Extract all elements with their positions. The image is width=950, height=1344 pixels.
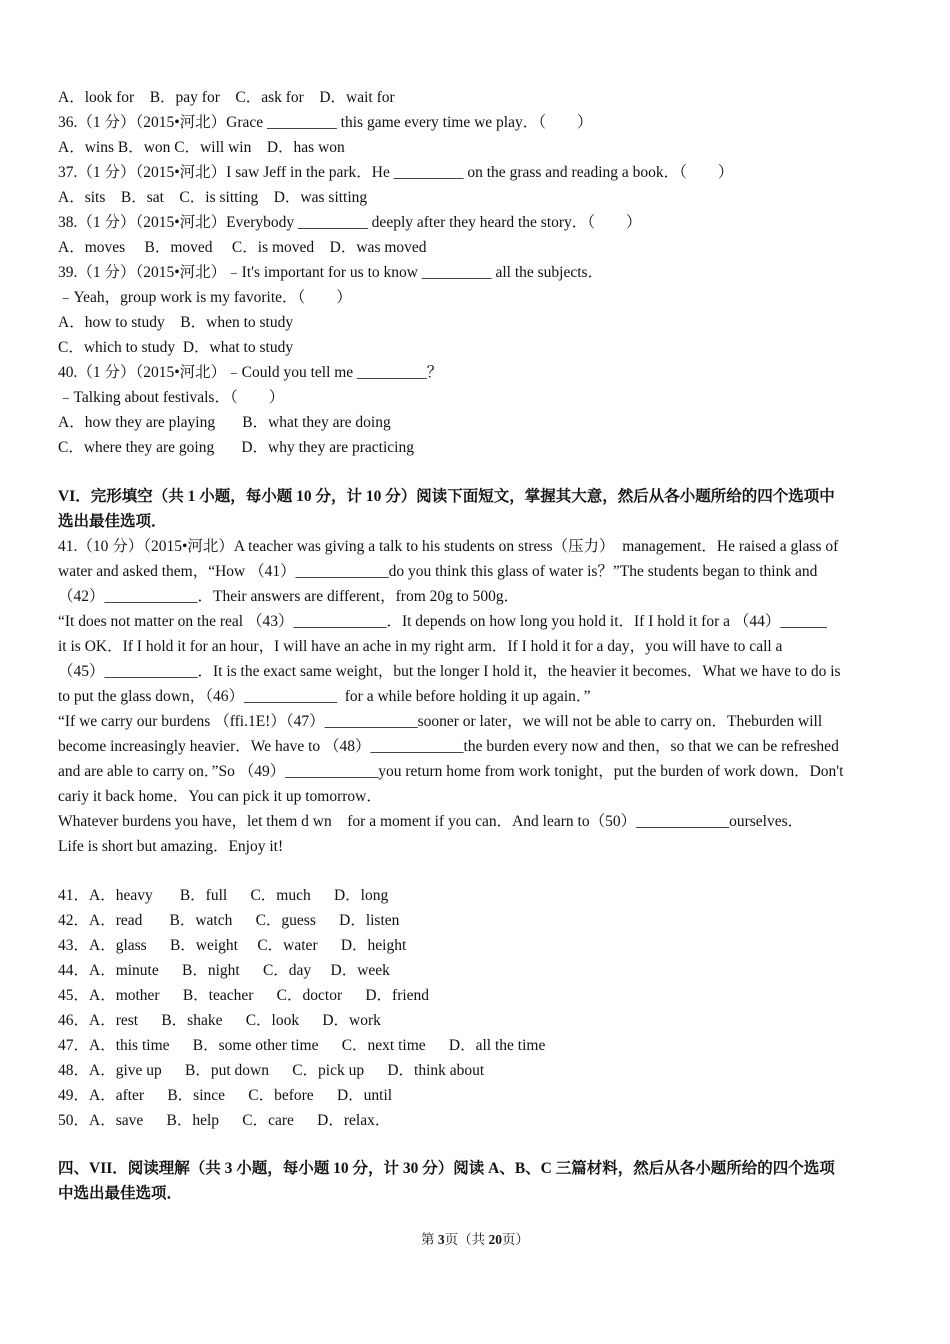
q40-reply: ﹣Talking about festivals．（ ） xyxy=(58,389,285,406)
cloze-option-row: 49．A．after B．since C．before D．until xyxy=(58,1087,393,1104)
q35-options: A．look for B．pay for C．ask for D．wait for xyxy=(58,89,395,106)
passage-line: “It does not matter on the real （43）____________．It depends on how long you hold it．If I hold it for a （44）______ xyxy=(58,613,827,630)
q39-stem: 39.（1 分）（2015•河北）﹣It's important for us to know _________ all the subjects． xyxy=(58,264,604,281)
q37-options: A．sits B．sat C．is sitting D．was sitting xyxy=(58,189,368,206)
section-vi-heading-1: VI．完形填空（共 1 小题，每小题 10 分，计 10 分）阅读下面短文，掌握其大意，然后从各小题所给的四个选项中 xyxy=(58,488,835,505)
footer-middle: 页（共 xyxy=(444,1232,489,1247)
q40-options-ab: A．how they are playing B．what they are doing xyxy=(58,414,391,431)
cloze-option-row: 50．A．save B．help C．care D．relax． xyxy=(58,1112,391,1129)
q36-options: A．wins B．won C．will win D．has won xyxy=(58,139,345,156)
passage-line: to put the glass down，（46）____________ for a while before holding it up again．” xyxy=(58,688,591,705)
footer-suffix: 页） xyxy=(502,1232,529,1247)
cloze-option-row: 42．A．read B．watch C．guess D．listen xyxy=(58,912,400,929)
q38-options: A．moves B．moved C．is moved D．was moved xyxy=(58,239,427,256)
passage-line: water and asked them，“How （41）____________do you think this glass of water is？”The students began to think and xyxy=(58,563,818,580)
q39-reply: ﹣Yeah，group work is my favorite．（ ） xyxy=(58,289,352,306)
passage-line: Whatever burdens you have，let them d wn for a moment if you can．And learn to（50）____________ourselves． xyxy=(58,813,804,830)
cloze-option-row: 44．A．minute B．night C．day D．week xyxy=(58,962,390,979)
page-footer xyxy=(0,1228,950,1248)
footer-total-pages: 20 xyxy=(488,1232,502,1247)
q38-stem: 38.（1 分）（2015•河北）Everybody _________ deeply after they heard the story．（ ） xyxy=(58,214,642,231)
cloze-option-row: 47．A．this time B．some other time C．next time D．all the time xyxy=(58,1037,546,1054)
footer-prefix: 第 xyxy=(421,1232,438,1247)
q39-options-ab: A．how to study B．when to study xyxy=(58,314,294,331)
passage-line: （42）____________．Their answers are different，from 20g to 500g． xyxy=(58,588,520,605)
passage-line: cariy it back home．You can pick it up tomorrow． xyxy=(58,788,382,805)
cloze-option-row: 48．A．give up B．put down C．pick up D．think about xyxy=(58,1062,485,1079)
passage-line: “If we carry our burdens （ffi.1E!）（47）____________sooner or later，we will not be able to carry on．Theburden will xyxy=(58,713,823,730)
passage-line: 41.（10 分）（2015•河北）A teacher was giving a talk to his students on stress（压力） management．He raised a glass of xyxy=(58,538,839,555)
cloze-option-row: 45．A．mother B．teacher C．doctor D．friend xyxy=(58,987,430,1004)
cloze-option-row: 46．A．rest B．shake C．look D．work xyxy=(58,1012,381,1029)
passage-line: become increasingly heavier．We have to （48）____________the burden every now and then，so that we can be refreshed xyxy=(58,738,839,755)
q40-options-cd: C．where they are going D．why they are practicing xyxy=(58,439,414,456)
passage-line: and are able to carry on．”So （49）____________you return home from work tonight，put the burden of work down．Don't xyxy=(58,763,844,780)
section-vii-heading-1: 四、VII．阅读理解（共 3 小题，每小题 10 分，计 30 分）阅读 A、B、C 三篇材料，然后从各小题所给的四个选项 xyxy=(58,1160,835,1177)
section-vii-heading-2: 中选出最佳选项． xyxy=(58,1185,183,1202)
cloze-option-row: 41．A．heavy B．full C．much D．long xyxy=(58,887,389,904)
passage-line: it is OK．If I hold it for an hour，I will have an ache in my right arm．If I hold it for a day，you will have to call a xyxy=(58,638,783,655)
footer-page-number: 3 xyxy=(437,1232,445,1247)
q36-stem: 36.（1 分）（2015•河北）Grace _________ this game every time we play．（ ） xyxy=(58,114,593,131)
section-vi-heading-2: 选出最佳选项． xyxy=(58,513,167,530)
q37-stem: 37.（1 分）（2015•河北）I saw Jeff in the park．He _________ on the grass and reading a book．（ ） xyxy=(58,164,734,181)
passage-line: （45）____________．It is the exact same weight，but the longer I hold it，the heavier it becomes．What we have to do is xyxy=(58,663,841,680)
passage-line: Life is short but amazing．Enjoy it! xyxy=(58,838,284,855)
q40-stem: 40.（1 分）（2015•河北）﹣Could you tell me _________？ xyxy=(58,364,443,381)
cloze-option-row: 43．A．glass B．weight C．water D．height xyxy=(58,937,407,954)
q39-options-cd: C．which to study D．what to study xyxy=(58,339,294,356)
